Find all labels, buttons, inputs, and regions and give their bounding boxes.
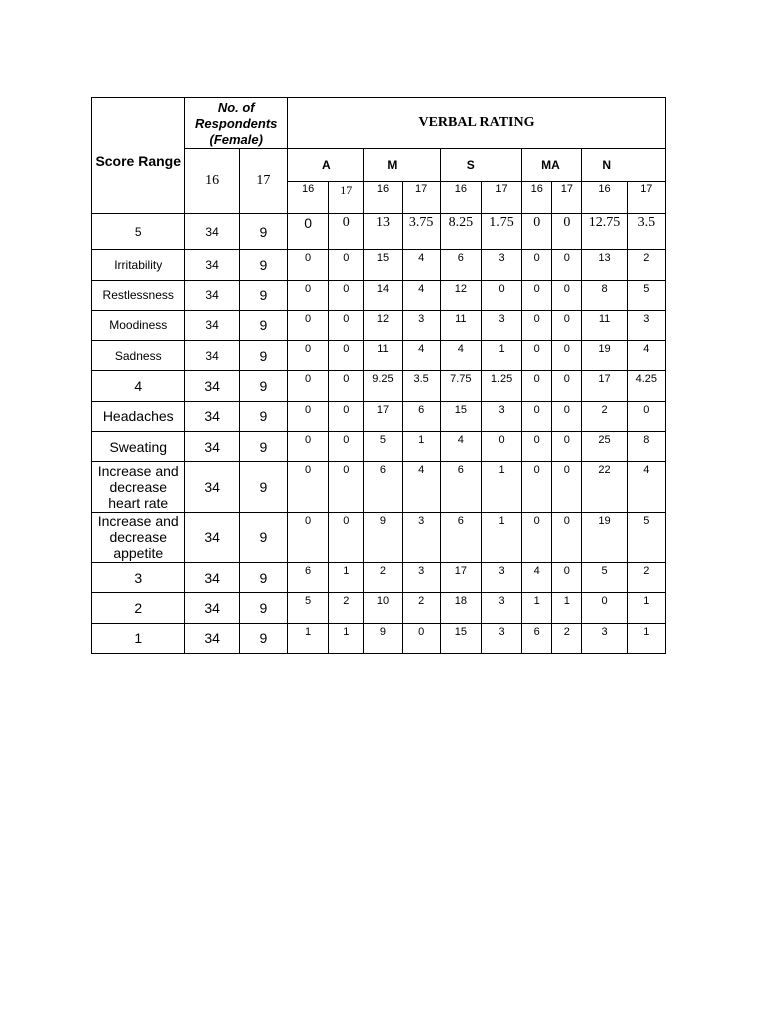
rating-value-cell: 6 <box>402 401 440 431</box>
rating-value-cell: 0 <box>522 431 552 461</box>
rating-value-cell: 0 <box>552 341 582 371</box>
row-label: 1 <box>92 623 185 653</box>
row-label: 4 <box>92 371 185 401</box>
rating-value-cell: 15 <box>440 623 481 653</box>
group-header-a: A <box>287 149 363 182</box>
rating-value-cell: 12 <box>440 280 481 310</box>
respondents-age-17: 17 <box>239 149 287 214</box>
row-label: Sadness <box>92 341 185 371</box>
rating-value-cell: 0 <box>552 401 582 431</box>
rating-value-cell: 4 <box>522 563 552 593</box>
respondents-17-cell: 9 <box>239 310 287 340</box>
rating-value-cell: 0 <box>522 512 552 562</box>
rating-value-cell: 14 <box>364 280 402 310</box>
sub-age-a-17: 17 <box>329 182 364 214</box>
rating-value-cell: 22 <box>582 462 627 512</box>
rating-value-cell: 3 <box>481 623 521 653</box>
table-row <box>92 593 666 623</box>
rating-value-cell: 6 <box>287 563 328 593</box>
rating-value-cell: 3 <box>481 310 521 340</box>
rating-value-cell: 0 <box>287 341 328 371</box>
row-label: Headaches <box>92 401 185 431</box>
rating-value-cell: 0 <box>481 280 521 310</box>
rating-value-cell: 17 <box>440 563 481 593</box>
rating-value-cell: 3 <box>481 250 521 280</box>
respondents-17-cell: 9 <box>239 431 287 461</box>
respondents-16-cell: 34 <box>185 214 239 250</box>
rating-value-cell: 0 <box>552 214 582 250</box>
rating-value-cell: 0 <box>287 371 328 401</box>
respondents-16-cell: 34 <box>185 563 239 593</box>
rating-value-cell: 1 <box>481 462 521 512</box>
row-label: Restlessness <box>92 280 185 310</box>
rating-value-cell: 18 <box>440 593 481 623</box>
rating-value-cell: 0 <box>522 280 552 310</box>
rating-value-cell: 25 <box>582 431 627 461</box>
rating-value-cell: 4.25 <box>627 371 665 401</box>
respondents-17-cell: 9 <box>239 563 287 593</box>
rating-value-cell: 0 <box>522 250 552 280</box>
rating-value-cell: 0 <box>287 214 328 250</box>
respondents-16-cell: 34 <box>185 512 239 562</box>
respondents-16-cell: 34 <box>185 462 239 512</box>
rating-value-cell: 10 <box>364 593 402 623</box>
sub-age-ma-16: 16 <box>522 182 552 214</box>
respondents-17-cell: 9 <box>239 371 287 401</box>
table-row <box>92 512 666 562</box>
rating-value-cell: 1 <box>402 431 440 461</box>
rating-value-cell: 3 <box>582 623 627 653</box>
verbal-rating-table <box>91 97 666 654</box>
rating-value-cell: 4 <box>402 462 440 512</box>
rating-value-cell: 6 <box>522 623 552 653</box>
rating-value-cell: 11 <box>364 341 402 371</box>
table-row <box>92 623 666 653</box>
rating-value-cell: 0 <box>287 462 328 512</box>
rating-value-cell: 9 <box>364 512 402 562</box>
rating-value-cell: 4 <box>402 341 440 371</box>
rating-value-cell: 2 <box>627 563 665 593</box>
rating-value-cell: 9.25 <box>364 371 402 401</box>
rating-value-cell: 0 <box>552 512 582 562</box>
respondents-17-cell: 9 <box>239 462 287 512</box>
sub-age-m-17: 17 <box>402 182 440 214</box>
table-row <box>92 431 666 461</box>
rating-value-cell: 8 <box>627 431 665 461</box>
rating-value-cell: 1 <box>329 623 364 653</box>
rating-value-cell: 0 <box>552 563 582 593</box>
rating-value-cell: 5 <box>364 431 402 461</box>
rating-value-cell: 0 <box>329 310 364 340</box>
rating-value-cell: 0 <box>481 431 521 461</box>
rating-value-cell: 8 <box>582 280 627 310</box>
rating-value-cell: 3 <box>481 593 521 623</box>
rating-value-cell: 6 <box>440 250 481 280</box>
rating-value-cell: 12 <box>364 310 402 340</box>
sub-age-n-16: 16 <box>582 182 627 214</box>
rating-value-cell: 0 <box>402 623 440 653</box>
respondents-17-cell: 9 <box>239 593 287 623</box>
rating-value-cell: 17 <box>364 401 402 431</box>
row-label: Irritability <box>92 250 185 280</box>
rating-value-cell: 0 <box>287 512 328 562</box>
rating-value-cell: 0 <box>522 214 552 250</box>
respondents-16-cell: 34 <box>185 371 239 401</box>
rating-value-cell: 2 <box>364 563 402 593</box>
rating-value-cell: 1 <box>481 512 521 562</box>
rating-value-cell: 19 <box>582 341 627 371</box>
rating-value-cell: 4 <box>440 431 481 461</box>
table-row <box>92 214 666 250</box>
score-range-header: Score Range <box>92 98 185 214</box>
group-header-m: M <box>364 149 440 182</box>
respondents-16-cell: 34 <box>185 250 239 280</box>
rating-value-cell: 3 <box>627 310 665 340</box>
verbal-rating-header: VERBAL RATING <box>287 98 665 149</box>
sub-age-m-16: 16 <box>364 182 402 214</box>
rating-value-cell: 0 <box>329 214 364 250</box>
rating-value-cell: 1 <box>481 341 521 371</box>
rating-value-cell: 2 <box>627 250 665 280</box>
sub-age-n-17: 17 <box>627 182 665 214</box>
table-body <box>92 214 666 654</box>
sub-age-s-17: 17 <box>481 182 521 214</box>
rating-value-cell: 2 <box>552 623 582 653</box>
respondents-age-16: 16 <box>185 149 239 214</box>
rating-value-cell: 0 <box>522 462 552 512</box>
rating-value-cell: 1 <box>522 593 552 623</box>
rating-value-cell: 0 <box>329 280 364 310</box>
rating-value-cell: 1.25 <box>481 371 521 401</box>
rating-value-cell: 6 <box>440 512 481 562</box>
respondents-16-cell: 34 <box>185 623 239 653</box>
rating-value-cell: 0 <box>329 250 364 280</box>
respondents-17-cell: 9 <box>239 512 287 562</box>
rating-value-cell: 0 <box>552 462 582 512</box>
rating-value-cell: 4 <box>627 462 665 512</box>
rating-value-cell: 2 <box>329 593 364 623</box>
rating-value-cell: 0 <box>287 401 328 431</box>
group-header-s: S <box>440 149 521 182</box>
respondents-17-cell: 9 <box>239 214 287 250</box>
rating-value-cell: 4 <box>402 280 440 310</box>
rating-value-cell: 1 <box>552 593 582 623</box>
rating-value-cell: 9 <box>364 623 402 653</box>
respondents-16-cell: 34 <box>185 280 239 310</box>
rating-value-cell: 3.75 <box>402 214 440 250</box>
rating-value-cell: 0 <box>522 310 552 340</box>
table-row <box>92 371 666 401</box>
respondents-16-cell: 34 <box>185 310 239 340</box>
respondents-17-cell: 9 <box>239 341 287 371</box>
rating-value-cell: 0 <box>287 310 328 340</box>
rating-value-cell: 0 <box>627 401 665 431</box>
group-header-ma: MA <box>522 149 582 182</box>
rating-value-cell: 0 <box>552 280 582 310</box>
respondents-16-cell: 34 <box>185 401 239 431</box>
table-row <box>92 401 666 431</box>
sub-age-a-16: 16 <box>287 182 328 214</box>
table-row <box>92 310 666 340</box>
rating-value-cell: 5 <box>582 563 627 593</box>
row-label: Increase and decrease heart rate <box>92 462 185 512</box>
respondents-header: No. of Respondents (Female) <box>185 98 288 149</box>
rating-value-cell: 4 <box>440 341 481 371</box>
respondents-17-cell: 9 <box>239 401 287 431</box>
rating-value-cell: 3 <box>402 512 440 562</box>
rating-value-cell: 11 <box>582 310 627 340</box>
table-row <box>92 462 666 512</box>
respondents-17-cell: 9 <box>239 280 287 310</box>
rating-value-cell: 13 <box>582 250 627 280</box>
rating-value-cell: 11 <box>440 310 481 340</box>
row-label: Moodiness <box>92 310 185 340</box>
rating-value-cell: 19 <box>582 512 627 562</box>
respondents-17-cell: 9 <box>239 623 287 653</box>
rating-value-cell: 13 <box>364 214 402 250</box>
rating-value-cell: 0 <box>287 280 328 310</box>
rating-value-cell: 1 <box>627 623 665 653</box>
rating-value-cell: 0 <box>287 250 328 280</box>
row-label: Increase and decrease appetite <box>92 512 185 562</box>
rating-value-cell: 0 <box>329 341 364 371</box>
sub-age-s-16: 16 <box>440 182 481 214</box>
rating-value-cell: 6 <box>440 462 481 512</box>
rating-value-cell: 0 <box>582 593 627 623</box>
rating-value-cell: 0 <box>329 401 364 431</box>
rating-value-cell: 5 <box>627 280 665 310</box>
rating-value-cell: 3 <box>481 401 521 431</box>
respondents-17-cell: 9 <box>239 250 287 280</box>
row-label: Sweating <box>92 431 185 461</box>
rating-value-cell: 8.25 <box>440 214 481 250</box>
rating-value-cell: 12.75 <box>582 214 627 250</box>
rating-value-cell: 2 <box>402 593 440 623</box>
rating-value-cell: 4 <box>627 341 665 371</box>
rating-value-cell: 3 <box>402 563 440 593</box>
sub-age-ma-17: 17 <box>552 182 582 214</box>
rating-value-cell: 0 <box>329 371 364 401</box>
rating-value-cell: 3 <box>402 310 440 340</box>
rating-value-cell: 1 <box>627 593 665 623</box>
rating-value-cell: 6 <box>364 462 402 512</box>
table-row <box>92 563 666 593</box>
rating-value-cell: 0 <box>287 431 328 461</box>
rating-value-cell: 0 <box>522 401 552 431</box>
rating-value-cell: 3.5 <box>627 214 665 250</box>
table-row <box>92 250 666 280</box>
rating-value-cell: 1 <box>287 623 328 653</box>
rating-value-cell: 15 <box>364 250 402 280</box>
rating-value-cell: 1 <box>329 563 364 593</box>
table-row <box>92 280 666 310</box>
table-row <box>92 341 666 371</box>
rating-value-cell: 0 <box>552 250 582 280</box>
row-label: 2 <box>92 593 185 623</box>
rating-value-cell: 17 <box>582 371 627 401</box>
rating-value-cell: 4 <box>402 250 440 280</box>
rating-value-cell: 0 <box>329 462 364 512</box>
rating-value-cell: 5 <box>287 593 328 623</box>
rating-value-cell: 5 <box>627 512 665 562</box>
rating-value-cell: 3.5 <box>402 371 440 401</box>
rating-value-cell: 0 <box>522 341 552 371</box>
rating-value-cell: 0 <box>329 431 364 461</box>
row-label: 3 <box>92 563 185 593</box>
row-label: 5 <box>92 214 185 250</box>
rating-value-cell: 0 <box>552 431 582 461</box>
rating-value-cell: 0 <box>552 371 582 401</box>
rating-value-cell: 0 <box>552 310 582 340</box>
rating-value-cell: 15 <box>440 401 481 431</box>
rating-value-cell: 2 <box>582 401 627 431</box>
group-header-n: N <box>582 149 666 182</box>
rating-value-cell: 7.75 <box>440 371 481 401</box>
rating-value-cell: 0 <box>522 371 552 401</box>
rating-value-cell: 1.75 <box>481 214 521 250</box>
rating-value-cell: 0 <box>329 512 364 562</box>
rating-value-cell: 3 <box>481 563 521 593</box>
respondents-16-cell: 34 <box>185 341 239 371</box>
respondents-16-cell: 34 <box>185 431 239 461</box>
respondents-16-cell: 34 <box>185 593 239 623</box>
